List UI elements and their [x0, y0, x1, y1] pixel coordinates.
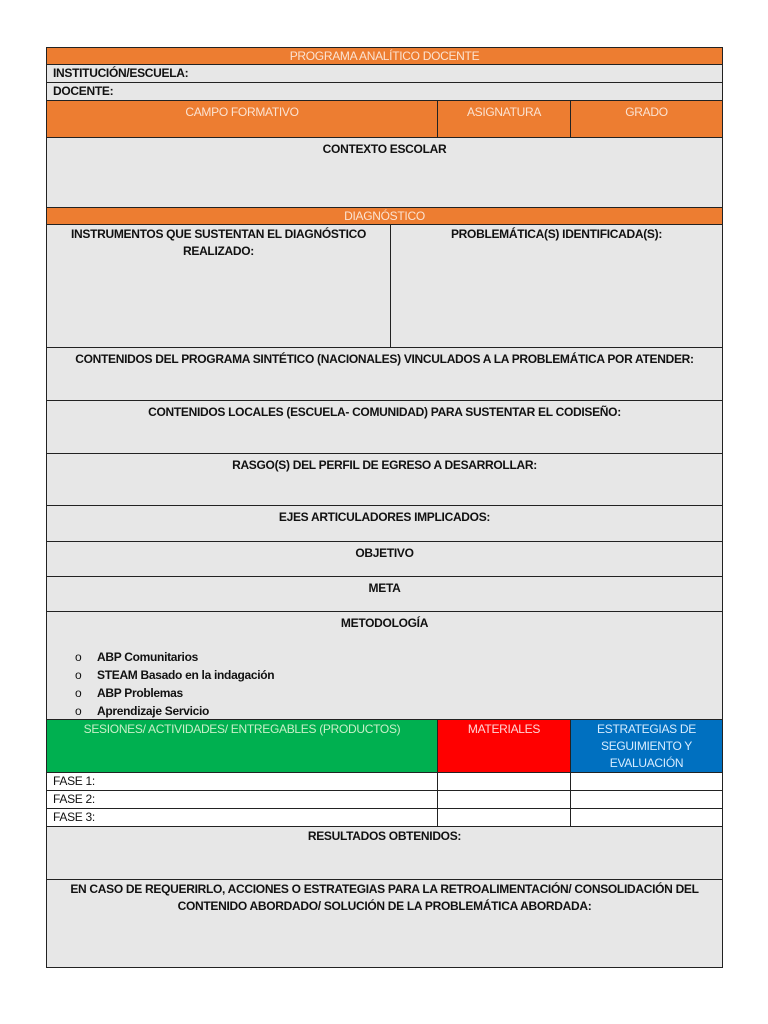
asignatura-header[interactable]: ASIGNATURA — [437, 100, 571, 138]
contenidos-programa-cell[interactable]: CONTENIDOS DEL PROGRAMA SINTÉTICO (NACIONALES) VINCULADOS A LA PROBLEMÁTICA POR ATENDER: — [46, 347, 723, 401]
diagnostico-header: DIAGNÓSTICO — [46, 207, 723, 225]
instrumentos-cell[interactable]: INSTRUMENTOS QUE SUSTENTAN EL DIAGNÓSTICO REALIZADO: — [46, 224, 391, 348]
fase-2-materiales[interactable] — [437, 790, 571, 809]
fase-3-cell[interactable]: FASE 3: — [46, 808, 438, 827]
form-title: PROGRAMA ANALÍTICO DOCENTE — [46, 47, 723, 65]
fase-2-estrategias[interactable] — [570, 790, 723, 809]
institucion-field[interactable]: INSTITUCIÓN/ESCUELA: — [46, 64, 723, 83]
meta-cell[interactable]: META — [46, 576, 723, 612]
list-item: o ABP Problemas — [97, 684, 722, 702]
list-item: o STEAM Basado en la indagación — [97, 666, 722, 684]
fase-3-materiales[interactable] — [437, 808, 571, 827]
fase-1-materiales[interactable] — [437, 772, 571, 791]
fase-2-cell[interactable]: FASE 2: — [46, 790, 438, 809]
problematica-cell[interactable]: PROBLEMÁTICA(S) IDENTIFICADA(S): — [390, 224, 723, 348]
metodologia-label: METODOLOGÍA — [340, 616, 429, 630]
docente-field[interactable]: DOCENTE: — [46, 82, 723, 101]
ejes-cell[interactable]: EJES ARTICULADORES IMPLICADOS: — [46, 505, 723, 542]
fase-1-cell[interactable]: FASE 1: — [46, 772, 438, 791]
campo-formativo-header[interactable]: CAMPO FORMATIVO — [46, 100, 438, 138]
rasgos-cell[interactable]: RASGO(S) DEL PERFIL DE EGRESO A DESARROLLAR: — [46, 453, 723, 506]
sesiones-header: SESIONES/ ACTIVIDADES/ ENTREGABLES (PRODUCTOS) — [46, 719, 438, 773]
grado-header[interactable]: GRADO — [570, 100, 723, 138]
fase-3-estrategias[interactable] — [570, 808, 723, 827]
acciones-cell[interactable]: EN CASO DE REQUERIRLO, ACCIONES O ESTRATEGIAS PARA LA RETROALIMENTACIÓN/ CONSOLIDACIÓN DEL CONTENIDO ABORDADO/ SOLUCIÓN DE LA PROBLEMÁTICA ABORDADA: — [46, 879, 723, 968]
materiales-header: MATERIALES — [437, 719, 571, 773]
metodologia-cell — [46, 611, 723, 720]
objetivo-cell[interactable]: OBJETIVO — [46, 541, 723, 577]
resultados-cell[interactable]: RESULTADOS OBTENIDOS: — [46, 826, 723, 880]
metodologia-list — [47, 648, 722, 720]
contexto-escolar[interactable]: CONTEXTO ESCOLAR — [46, 137, 723, 208]
contenidos-locales-cell[interactable]: CONTENIDOS LOCALES (ESCUELA- COMUNIDAD) PARA SUSTENTAR EL CODISEÑO: — [46, 400, 723, 454]
list-item: o ABP Comunitarios — [97, 648, 722, 666]
fase-1-estrategias[interactable] — [570, 772, 723, 791]
estrategias-header: ESTRATEGIAS DE SEGUIMIENTO Y EVALUACIÓN — [570, 719, 723, 773]
list-item: o Aprendizaje Servicio — [97, 702, 722, 720]
